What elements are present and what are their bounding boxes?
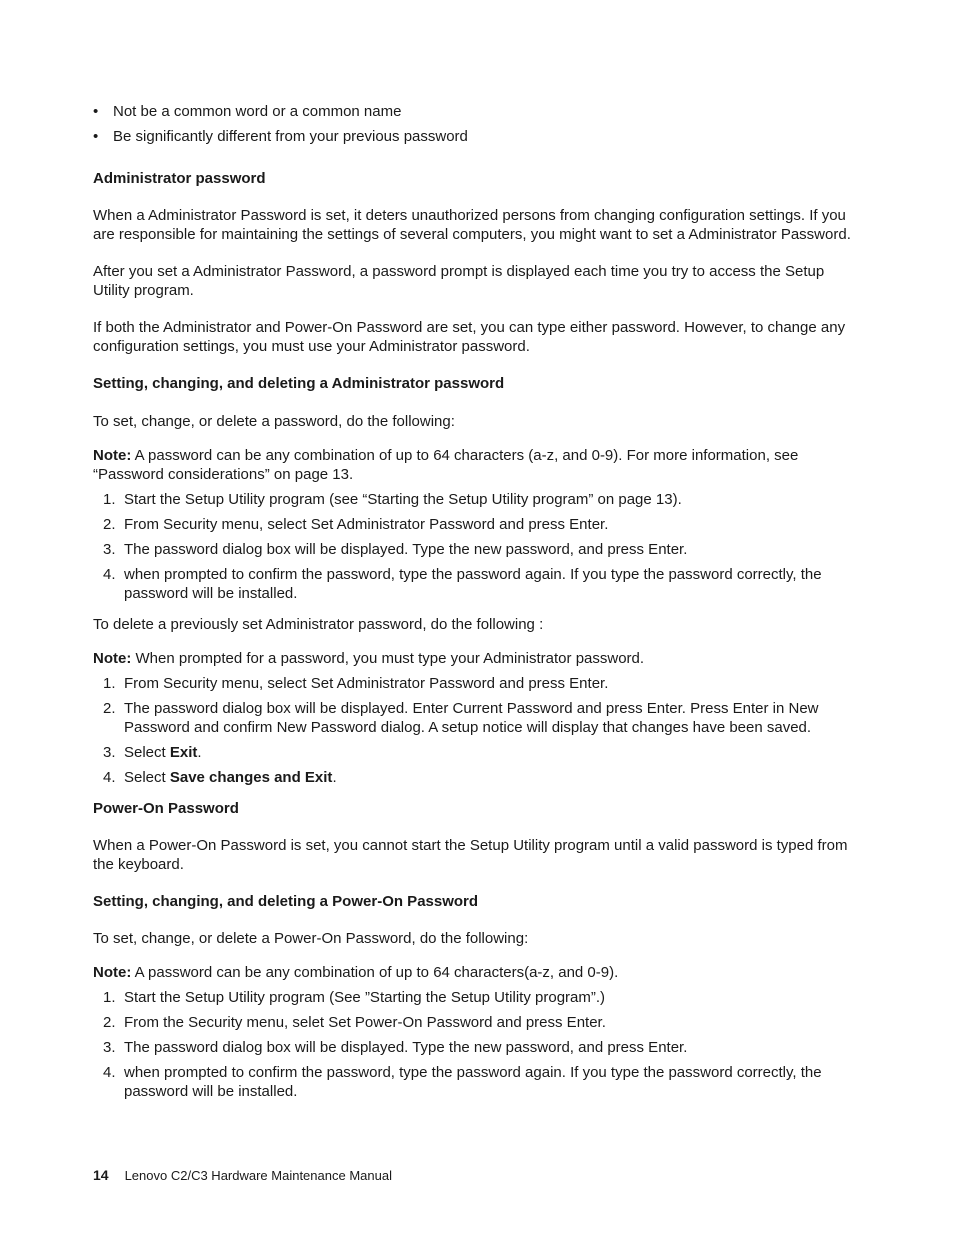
admin-delete-note xyxy=(93,649,863,668)
list-item xyxy=(93,1038,863,1057)
admin-delete-intro: To delete a previously set Administrator password, do the following : xyxy=(93,616,544,633)
step-text: when prompted to confirm the password, type the password again. If you type the password correctly, the password will be installed. xyxy=(124,566,822,602)
admin-set-steps xyxy=(93,490,863,603)
list-item xyxy=(93,565,863,603)
save-exit-label: Save changes and Exit xyxy=(169,769,333,786)
manual-title: Lenovo C2/C3 Hardware Maintenance Manual xyxy=(124,1168,392,1183)
admin-set-note xyxy=(93,446,863,484)
admin-set-intro: To set, change, or delete a password, do the following: xyxy=(93,413,455,430)
note-label: Note: xyxy=(93,650,132,667)
list-item xyxy=(93,699,863,737)
step-number: 4. xyxy=(103,566,116,583)
admin-paragraph-3: If both the Administrator and Power-On Password are set, you can type either password. However, to change any configuration settings, you must use your Administrator password. xyxy=(93,319,846,355)
admin-set-heading: Setting, changing, and deleting a Administrator password xyxy=(93,375,505,392)
poweron-set-intro: To set, change, or delete a Power-On Password, do the following: xyxy=(93,930,529,947)
admin-delete-steps xyxy=(93,674,863,787)
list-item xyxy=(93,1013,863,1032)
poweron-set-steps xyxy=(93,988,863,1101)
page-footer xyxy=(93,1166,392,1185)
poweron-set-heading: Setting, changing, and deleting a Power-On Password xyxy=(93,893,479,910)
requirements-list xyxy=(93,102,863,146)
admin-paragraph-2: After you set a Administrator Password, a password prompt is displayed each time you try to access the Setup Utility program. xyxy=(93,263,825,299)
step-text: From Security menu, select Set Administrator Password and press Enter. xyxy=(124,675,609,692)
step-text: The password dialog box will be displayed. Enter Current Password and press Enter. Press Enter in New Password and confirm New Password dialog. A setup notice will display that changes have been saved. xyxy=(124,700,819,736)
step-text: Start the Setup Utility program (See ”Starting the Setup Utility program”.) xyxy=(124,989,606,1006)
list-item xyxy=(93,490,863,509)
step-number: 3. xyxy=(103,541,116,558)
step-number: 2. xyxy=(103,1014,116,1031)
step-number: 1. xyxy=(103,989,116,1006)
list-item xyxy=(93,988,863,1007)
page-content xyxy=(93,102,863,1107)
poweron-paragraph: When a Power-On Password is set, you cannot start the Setup Utility program until a valid password is typed from the keyboard. xyxy=(93,837,848,873)
note-text: A password can be any combination of up to 64 characters(a-z, and 0-9). xyxy=(131,964,619,981)
step-number: 2. xyxy=(103,516,116,533)
step-text: The password dialog box will be displayed. Type the new password, and press Enter. xyxy=(124,541,688,558)
step-number: 4. xyxy=(103,769,116,786)
step-text-suffix: . xyxy=(197,744,202,761)
step-text-prefix: Select xyxy=(124,744,170,761)
exit-label: Exit xyxy=(169,744,198,761)
step-text-prefix: Select xyxy=(124,769,170,786)
list-item: • Be significantly different from your previous password xyxy=(93,127,863,146)
list-item xyxy=(93,515,863,534)
step-number: 3. xyxy=(103,1039,116,1056)
note-text: When prompted for a password, you must type your Administrator password. xyxy=(131,650,645,667)
step-text: From the Security menu, selet Set Power-On Password and press Enter. xyxy=(124,1014,606,1031)
admin-heading: Administrator password xyxy=(93,170,266,187)
note-text: A password can be any combination of up to 64 characters (a-z, and 0-9). For more information, see “Password considerations” on page 13. xyxy=(93,447,799,483)
note-label: Note: xyxy=(93,964,132,981)
step-text: The password dialog box will be displayed. Type the new password, and press Enter. xyxy=(124,1039,688,1056)
list-item: • Not be a common word or a common name xyxy=(93,102,863,121)
page-number: 14 xyxy=(93,1167,109,1183)
step-text: Start the Setup Utility program (see “Starting the Setup Utility program” on page 13). xyxy=(124,491,682,508)
poweron-set-note xyxy=(93,963,863,982)
list-item xyxy=(93,743,863,762)
step-number: 2. xyxy=(103,700,116,717)
step-number: 4. xyxy=(103,1064,116,1081)
step-text: From Security menu, select Set Administrator Password and press Enter. xyxy=(124,516,609,533)
step-number: 1. xyxy=(103,675,116,692)
list-item xyxy=(93,540,863,559)
poweron-heading: Power-On Password xyxy=(93,800,239,817)
step-number: 3. xyxy=(103,744,116,761)
step-number: 1. xyxy=(103,491,116,508)
note-label: Note: xyxy=(93,447,132,464)
admin-paragraph-1: When a Administrator Password is set, it deters unauthorized persons from changing configuration settings. If you are responsible for maintaining the settings of several computers, you might want to set a Administrator Password. xyxy=(93,207,851,243)
step-text: when prompted to confirm the password, type the password again. If you type the password correctly, the password will be installed. xyxy=(124,1064,822,1100)
list-item xyxy=(93,674,863,693)
list-item xyxy=(93,768,863,787)
list-item xyxy=(93,1063,863,1101)
step-text-suffix: . xyxy=(332,769,337,786)
